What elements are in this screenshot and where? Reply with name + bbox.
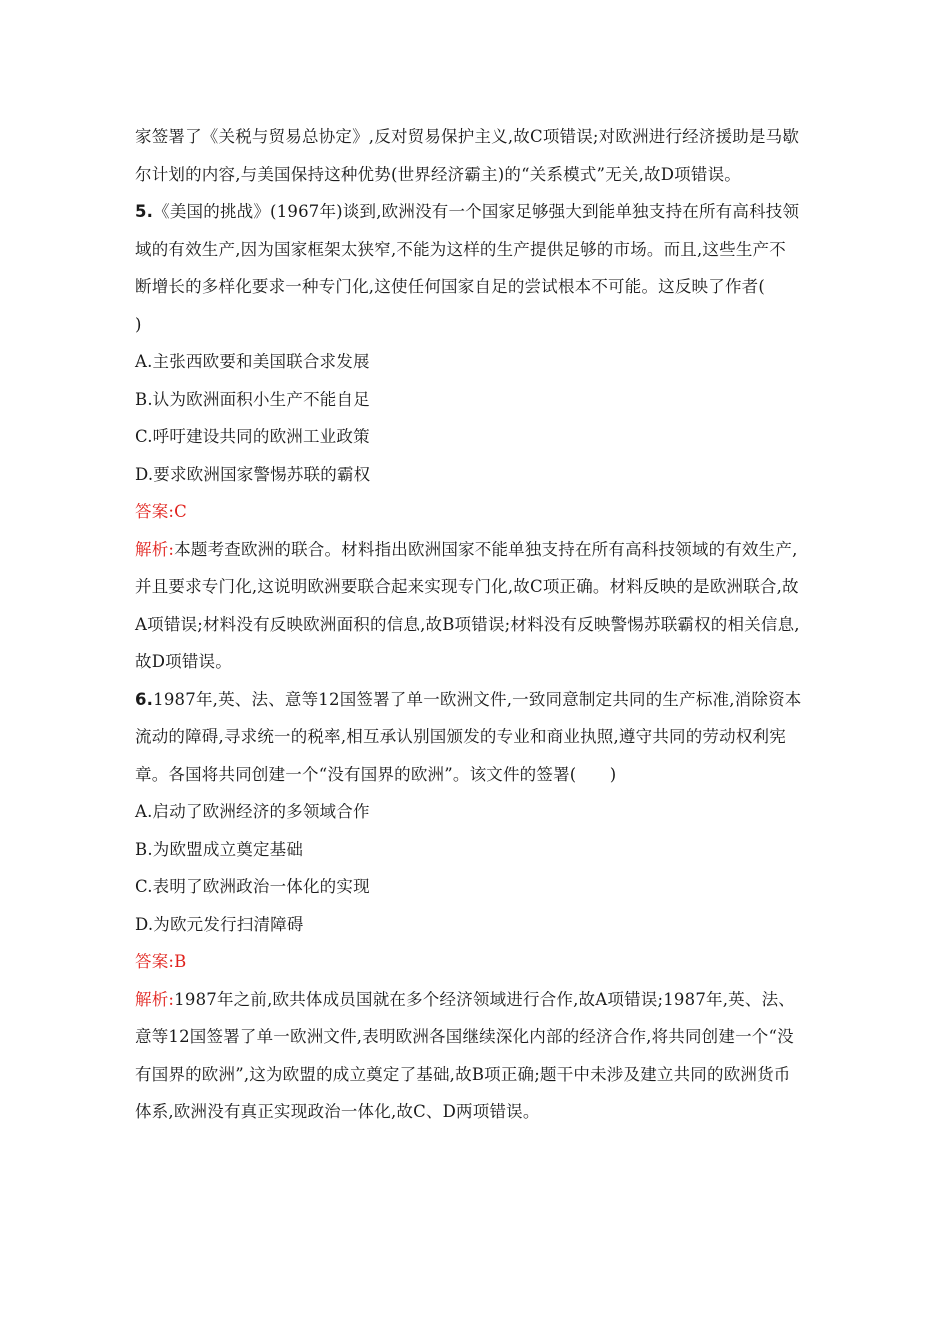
question-stem-line	[135, 681, 815, 719]
question-stem-line: )	[135, 314, 142, 334]
question-stem-line: 断增长的多样化要求一种专门化,这使任何国家自足的尝试根本不可能。这反映了作者(	[135, 277, 765, 296]
question-stem-line: 章。各国将共同创建一个“没有国界的欧洲”。该文件的签署( )	[135, 764, 617, 784]
question-stem-line: 流动的障碍,寻求统一的税率,相互承认别国颁发的专业和商业执照,遵守共同的劳动权利宪	[135, 727, 786, 746]
analysis-line	[135, 981, 815, 1019]
analysis-line	[135, 531, 815, 569]
question-stem-line	[135, 193, 815, 231]
analysis-line: 体系,欧洲没有真正实现政治一体化,故C、D两项错误。	[135, 1102, 540, 1121]
intro-paragraph	[135, 118, 815, 193]
analysis-line: 并且要求专门化,这说明欧洲要联合起来实现专门化,故C项正确。材料反映的是欧洲联合,故	[135, 577, 799, 596]
option-b: B.为欧盟成立奠定基础	[135, 839, 304, 859]
analysis-label: 解析:	[135, 539, 175, 559]
answer-label: 答案:	[135, 952, 175, 971]
answer-line	[135, 943, 815, 981]
analysis-line: 故D项错误。	[135, 652, 232, 671]
option-a: A.启动了欧洲经济的多领域合作	[135, 802, 370, 821]
analysis-line: 意等12国签署了单一欧洲文件,表明欧洲各国继续深化内部的经济合作,将共同创建一个“没	[135, 1027, 794, 1046]
text-line: 尔计划的内容,与美国保持这种优势(世界经济霸主)的“关系模式”无关,故D项错误。	[135, 164, 741, 184]
option-c: C.呼吁建设共同的欧洲工业政策	[135, 427, 370, 446]
answer-label: 答案:	[135, 502, 175, 521]
question-stem-line: 域的有效生产,因为国家框架太狭窄,不能为这样的生产提供足够的市场。而且,这些生产不	[135, 239, 786, 259]
answer-value: C	[174, 502, 187, 521]
question-number: 5.	[135, 202, 154, 221]
analysis-label: 解析:	[135, 989, 175, 1009]
question-6	[135, 681, 815, 1131]
answer-value: B	[174, 952, 187, 971]
question-number: 6.	[135, 689, 154, 709]
analysis-line: A项错误;材料没有反映欧洲面积的信息,故B项错误;材料没有反映警惕苏联霸权的相关信息,	[135, 614, 800, 634]
option-d: D.为欧元发行扫清障碍	[135, 914, 304, 934]
option-b: B.认为欧洲面积小生产不能自足	[135, 389, 370, 409]
text-line: 家签署了《关税与贸易总协定》,反对贸易保护主义,故C项错误;对欧洲进行经济援助是马歇	[135, 127, 800, 146]
question-5	[135, 193, 815, 681]
option-c: C.表明了欧洲政治一体化的实现	[135, 877, 370, 896]
option-d: D.要求欧洲国家警惕苏联的霸权	[135, 464, 371, 484]
question-stem-text: 《美国的挑战》(1967年)谈到,欧洲没有一个国家足够强大到能单独支持在所有高科技领	[153, 202, 800, 221]
analysis-text: 1987年之前,欧共体成员国就在多个经济领域进行合作,故A项错误;1987年,英、法、	[174, 989, 795, 1009]
document-body	[135, 118, 815, 1131]
analysis-text: 本题考查欧洲的联合。材料指出欧洲国家不能单独支持在所有高科技领域的有效生产,	[174, 539, 798, 559]
answer-line	[135, 493, 815, 531]
analysis-line: 有国界的欧洲”,这为欧盟的成立奠定了基础,故B项正确;题干中未涉及建立共同的欧洲货币	[135, 1064, 791, 1084]
question-stem-text: 1987年,英、法、意等12国签署了单一欧洲文件,一致同意制定共同的生产标准,消除资本	[153, 689, 802, 709]
option-a: A.主张西欧要和美国联合求发展	[135, 352, 370, 371]
